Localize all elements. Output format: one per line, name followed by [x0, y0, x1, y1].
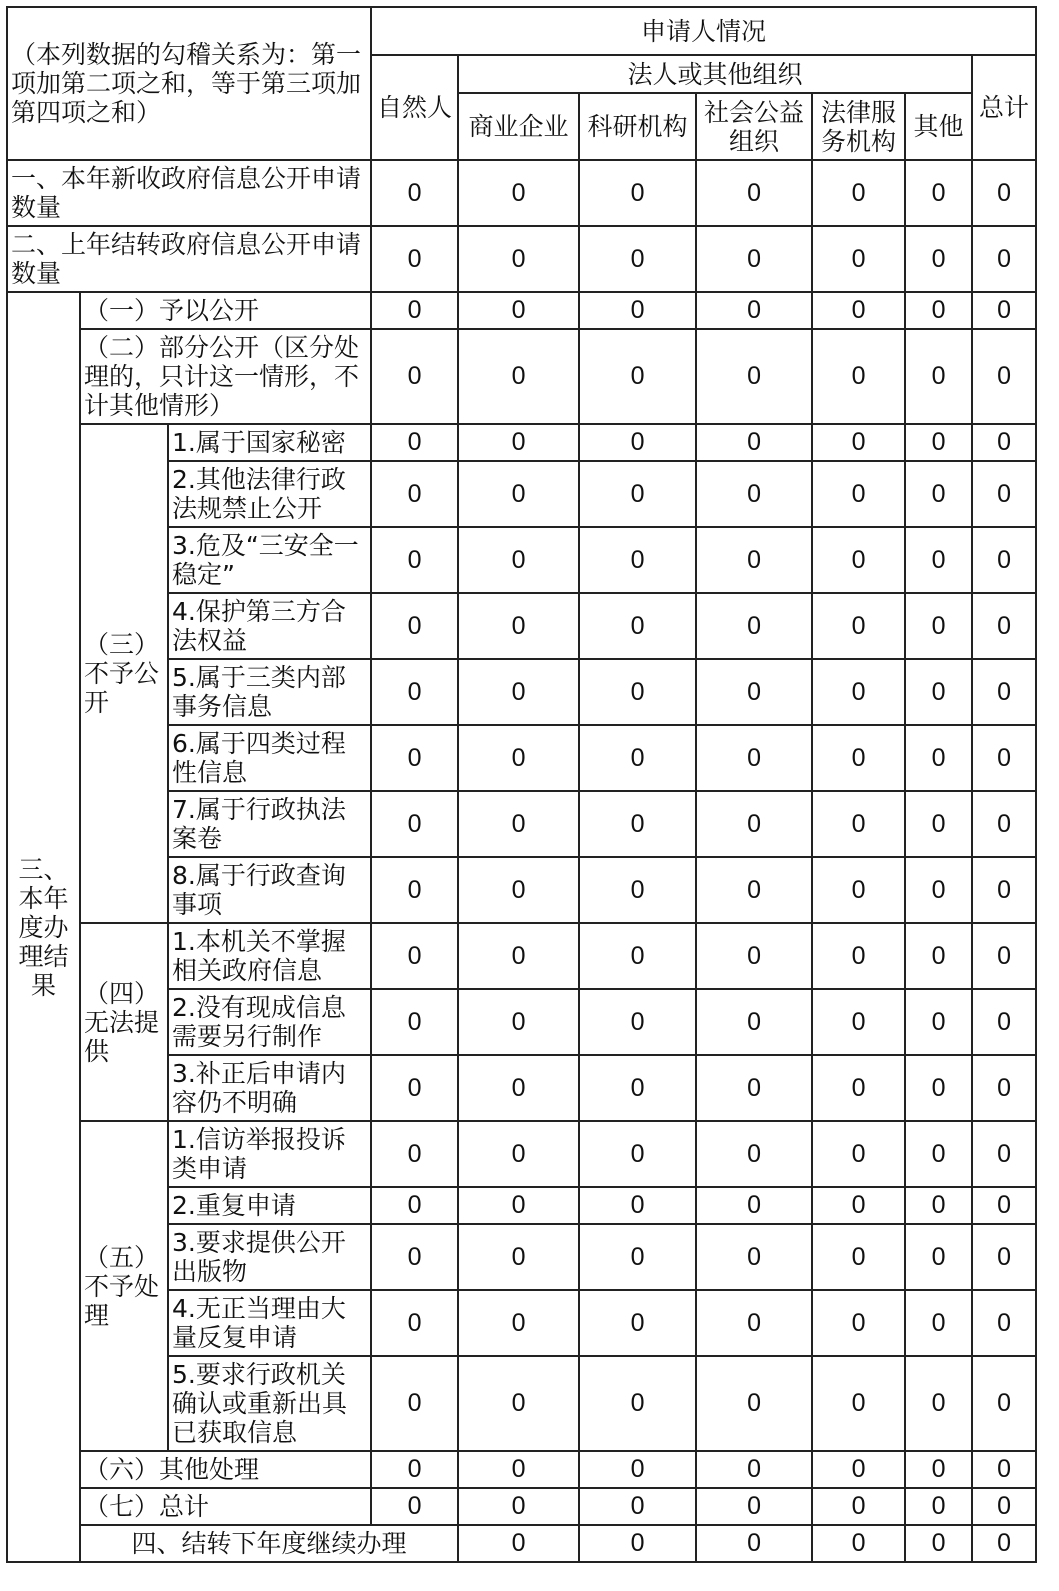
- cell-value: 0: [972, 1121, 1036, 1187]
- cell-value: 0: [371, 659, 458, 725]
- cell-value: 0: [579, 1121, 696, 1187]
- cell-value: 0: [579, 593, 696, 659]
- cell-value: 0: [458, 226, 579, 292]
- cell-value: 0: [579, 461, 696, 527]
- table-note: （本列数据的勾稽关系为：第一项加第二项之和，等于第三项加第四项之和）: [7, 7, 371, 160]
- table-row: [7, 1488, 1036, 1525]
- cell-value: 0: [812, 226, 905, 292]
- cell-value: 0: [458, 1488, 579, 1525]
- cell-value: 0: [371, 1290, 458, 1356]
- cell-value: 0: [972, 461, 1036, 527]
- row-label: 2.重复申请: [168, 1187, 371, 1224]
- cell-value: 0: [371, 1187, 458, 1224]
- cell-value: 0: [972, 1488, 1036, 1525]
- cell-value: 0: [972, 527, 1036, 593]
- cell-value: 0: [812, 857, 905, 923]
- cell-value: 0: [458, 461, 579, 527]
- cell-value: 0: [812, 1525, 905, 1562]
- legal-or-other-header: 法人或其他组织: [458, 55, 972, 93]
- cell-value: 0: [972, 1525, 1036, 1562]
- table-row: [7, 1451, 1036, 1488]
- cell-value: 0: [812, 1187, 905, 1224]
- table-row: [7, 923, 1036, 989]
- cell-value: 0: [905, 1055, 972, 1121]
- natural-person-header: 自然人: [371, 55, 458, 160]
- cell-value: 0: [812, 461, 905, 527]
- cell-value: 0: [905, 1121, 972, 1187]
- applicant-info-header: 申请人情况: [371, 7, 1036, 55]
- cell-value: 0: [579, 989, 696, 1055]
- cell-value: 0: [579, 329, 696, 424]
- cell-value: 0: [696, 1224, 812, 1290]
- cell-value: 0: [812, 292, 905, 329]
- table-row: [7, 226, 1036, 292]
- row-label: （六）其他处理: [80, 1451, 371, 1488]
- table-row: [7, 292, 1036, 329]
- cell-value: 0: [905, 1290, 972, 1356]
- table-row: [7, 424, 1036, 461]
- cell-value: 0: [812, 1055, 905, 1121]
- cell-value: 0: [458, 160, 579, 226]
- col-legal-service-org: 法律服务机构: [812, 93, 905, 160]
- header-row-1: [7, 7, 1036, 55]
- cell-value: 0: [579, 226, 696, 292]
- cell-value: 0: [812, 424, 905, 461]
- cell-value: 0: [579, 1488, 696, 1525]
- cell-value: 0: [696, 1055, 812, 1121]
- table-row: [7, 1525, 1036, 1562]
- cell-value: 0: [371, 329, 458, 424]
- cell-value: 0: [579, 791, 696, 857]
- cell-value: 0: [905, 292, 972, 329]
- row-label: 6.属于四类过程性信息: [168, 725, 371, 791]
- cell-value: 0: [458, 857, 579, 923]
- cell-value: 0: [458, 1356, 579, 1451]
- cell-value: 0: [371, 1224, 458, 1290]
- cell-value: 0: [905, 461, 972, 527]
- cell-value: 0: [812, 527, 905, 593]
- cell-value: 0: [972, 1451, 1036, 1488]
- cell-value: 0: [696, 226, 812, 292]
- cell-value: 0: [458, 292, 579, 329]
- cell-value: 0: [905, 659, 972, 725]
- cell-value: 0: [371, 160, 458, 226]
- cell-value: 0: [972, 329, 1036, 424]
- total-header: 总计: [972, 55, 1036, 160]
- cell-value: 0: [972, 160, 1036, 226]
- cell-value: 0: [696, 1356, 812, 1451]
- table-row: [7, 1121, 1036, 1187]
- cell-value: 0: [458, 1451, 579, 1488]
- cell-value: 0: [905, 791, 972, 857]
- cell-value: 0: [371, 226, 458, 292]
- group-label: （四）无法提供: [80, 923, 168, 1121]
- row-label: 3.补正后申请内容仍不明确: [168, 1055, 371, 1121]
- cell-value: 0: [905, 1187, 972, 1224]
- cell-value: 0: [696, 527, 812, 593]
- cell-value: 0: [812, 329, 905, 424]
- cell-value: 0: [905, 593, 972, 659]
- cell-value: 0: [972, 725, 1036, 791]
- cell-value: 0: [905, 725, 972, 791]
- row-label: 4.无正当理由大量反复申请: [168, 1290, 371, 1356]
- row-label: （一）予以公开: [80, 292, 371, 329]
- cell-value: 0: [972, 857, 1036, 923]
- cell-value: 0: [579, 160, 696, 226]
- cell-value: 0: [972, 989, 1036, 1055]
- cell-value: 0: [579, 424, 696, 461]
- applications-table: [6, 6, 1037, 1563]
- cell-value: 0: [696, 461, 812, 527]
- cell-value: 0: [579, 1187, 696, 1224]
- row-label: 8.属于行政查询事项: [168, 857, 371, 923]
- cell-value: 0: [905, 160, 972, 226]
- cell-value: 0: [458, 1525, 579, 1562]
- cell-value: 0: [972, 1356, 1036, 1451]
- cell-value: 0: [972, 1055, 1036, 1121]
- cell-value: 0: [972, 292, 1036, 329]
- cell-value: 0: [812, 1356, 905, 1451]
- cell-value: 0: [371, 1121, 458, 1187]
- cell-value: 0: [696, 725, 812, 791]
- cell-value: 0: [458, 659, 579, 725]
- cell-value: 0: [579, 1290, 696, 1356]
- cell-value: 0: [458, 1121, 579, 1187]
- cell-value: 0: [371, 424, 458, 461]
- cell-value: 0: [579, 1451, 696, 1488]
- cell-value: 0: [812, 725, 905, 791]
- cell-value: 0: [458, 1290, 579, 1356]
- cell-value: 0: [696, 1290, 812, 1356]
- cell-value: 0: [905, 226, 972, 292]
- col-public-welfare-org: 社会公益组织: [696, 93, 812, 160]
- cell-value: 0: [696, 593, 812, 659]
- cell-value: 0: [812, 1121, 905, 1187]
- cell-value: 0: [371, 791, 458, 857]
- row-label: 3.危及“三安全一稳定”: [168, 527, 371, 593]
- row-label: 4.保护第三方合法权益: [168, 593, 371, 659]
- disclosure-statistics-sheet: [6, 6, 1035, 1563]
- row-label: 1.属于国家秘密: [168, 424, 371, 461]
- row-label: 2.没有现成信息需要另行制作: [168, 989, 371, 1055]
- cell-value: 0: [905, 527, 972, 593]
- result-group-label: 三、本年度办理结果: [7, 292, 80, 1562]
- cell-value: 0: [696, 160, 812, 226]
- cell-value: 0: [972, 1224, 1036, 1290]
- cell-value: 0: [579, 857, 696, 923]
- row-label: 一、本年新收政府信息公开申请数量: [7, 160, 371, 226]
- cell-value: 0: [696, 329, 812, 424]
- group-label: （三）不予公开: [80, 424, 168, 923]
- cell-value: 0: [905, 1488, 972, 1525]
- cell-value: 0: [458, 527, 579, 593]
- row-label: 7.属于行政执法案卷: [168, 791, 371, 857]
- cell-value: 0: [696, 1488, 812, 1525]
- cell-value: 0: [812, 593, 905, 659]
- row-label: 四、结转下年度继续办理: [80, 1525, 458, 1562]
- cell-value: 0: [812, 1488, 905, 1525]
- cell-value: 0: [371, 1356, 458, 1451]
- cell-value: 0: [812, 1451, 905, 1488]
- cell-value: 0: [905, 1224, 972, 1290]
- cell-value: 0: [579, 1356, 696, 1451]
- cell-value: 0: [905, 1451, 972, 1488]
- cell-value: 0: [696, 1187, 812, 1224]
- cell-value: 0: [905, 1525, 972, 1562]
- cell-value: 0: [812, 659, 905, 725]
- cell-value: 0: [371, 725, 458, 791]
- cell-value: 0: [579, 725, 696, 791]
- cell-value: 0: [812, 1290, 905, 1356]
- cell-value: 0: [458, 1055, 579, 1121]
- row-label: 3.要求提供公开出版物: [168, 1224, 371, 1290]
- cell-value: 0: [371, 527, 458, 593]
- cell-value: 0: [905, 989, 972, 1055]
- cell-value: 0: [696, 659, 812, 725]
- table-row: [7, 160, 1036, 226]
- cell-value: 0: [458, 725, 579, 791]
- cell-value: 0: [905, 1356, 972, 1451]
- cell-value: 0: [579, 1224, 696, 1290]
- cell-value: 0: [458, 923, 579, 989]
- cell-value: 0: [696, 923, 812, 989]
- cell-value: 0: [696, 1451, 812, 1488]
- cell-value: 0: [812, 923, 905, 989]
- cell-value: 0: [972, 1290, 1036, 1356]
- cell-value: 0: [458, 424, 579, 461]
- row-label: 5.要求行政机关确认或重新出具已获取信息: [168, 1356, 371, 1451]
- group-label: （五）不予处理: [80, 1121, 168, 1451]
- row-label: 1.本机关不掌握相关政府信息: [168, 923, 371, 989]
- cell-value: 0: [972, 659, 1036, 725]
- cell-value: 0: [371, 989, 458, 1055]
- table-row: [7, 329, 1036, 424]
- cell-value: 0: [696, 989, 812, 1055]
- cell-value: 0: [972, 791, 1036, 857]
- cell-value: 0: [371, 593, 458, 659]
- cell-value: 0: [371, 923, 458, 989]
- cell-value: 0: [696, 424, 812, 461]
- cell-value: 0: [812, 160, 905, 226]
- cell-value: 0: [972, 593, 1036, 659]
- row-label: （二）部分公开（区分处理的，只计这一情形，不计其他情形）: [80, 329, 371, 424]
- row-label: 二、上年结转政府信息公开申请数量: [7, 226, 371, 292]
- cell-value: 0: [579, 659, 696, 725]
- cell-value: 0: [371, 292, 458, 329]
- cell-value: 0: [579, 527, 696, 593]
- col-commercial-enterprise: 商业企业: [458, 93, 579, 160]
- row-label: 2.其他法律行政法规禁止公开: [168, 461, 371, 527]
- cell-value: 0: [905, 857, 972, 923]
- cell-value: 0: [371, 1055, 458, 1121]
- cell-value: 0: [696, 1525, 812, 1562]
- cell-value: 0: [905, 329, 972, 424]
- cell-value: 0: [696, 857, 812, 923]
- cell-value: 0: [371, 461, 458, 527]
- cell-value: 0: [812, 791, 905, 857]
- row-label: 1.信访举报投诉类申请: [168, 1121, 371, 1187]
- row-label: （七）总计: [80, 1488, 371, 1525]
- cell-value: 0: [371, 857, 458, 923]
- cell-value: 0: [972, 923, 1036, 989]
- cell-value: 0: [458, 593, 579, 659]
- cell-value: 0: [458, 989, 579, 1055]
- cell-value: 0: [812, 1224, 905, 1290]
- col-research-institution: 科研机构: [579, 93, 696, 160]
- cell-value: 0: [579, 292, 696, 329]
- cell-value: 0: [812, 989, 905, 1055]
- cell-value: 0: [579, 1055, 696, 1121]
- cell-value: 0: [696, 791, 812, 857]
- cell-value: 0: [579, 923, 696, 989]
- cell-value: 0: [371, 1451, 458, 1488]
- cell-value: 0: [458, 1187, 579, 1224]
- cell-value: 0: [696, 292, 812, 329]
- cell-value: 0: [458, 791, 579, 857]
- cell-value: 0: [972, 424, 1036, 461]
- cell-value: 0: [905, 424, 972, 461]
- row-label: 5.属于三类内部事务信息: [168, 659, 371, 725]
- cell-value: 0: [972, 226, 1036, 292]
- cell-value: 0: [905, 923, 972, 989]
- cell-value: 0: [972, 1187, 1036, 1224]
- cell-value: 0: [458, 329, 579, 424]
- cell-value: 0: [696, 1121, 812, 1187]
- cell-value: 0: [458, 1224, 579, 1290]
- col-other: 其他: [905, 93, 972, 160]
- cell-value: 0: [579, 1525, 696, 1562]
- cell-value: 0: [371, 1488, 458, 1525]
